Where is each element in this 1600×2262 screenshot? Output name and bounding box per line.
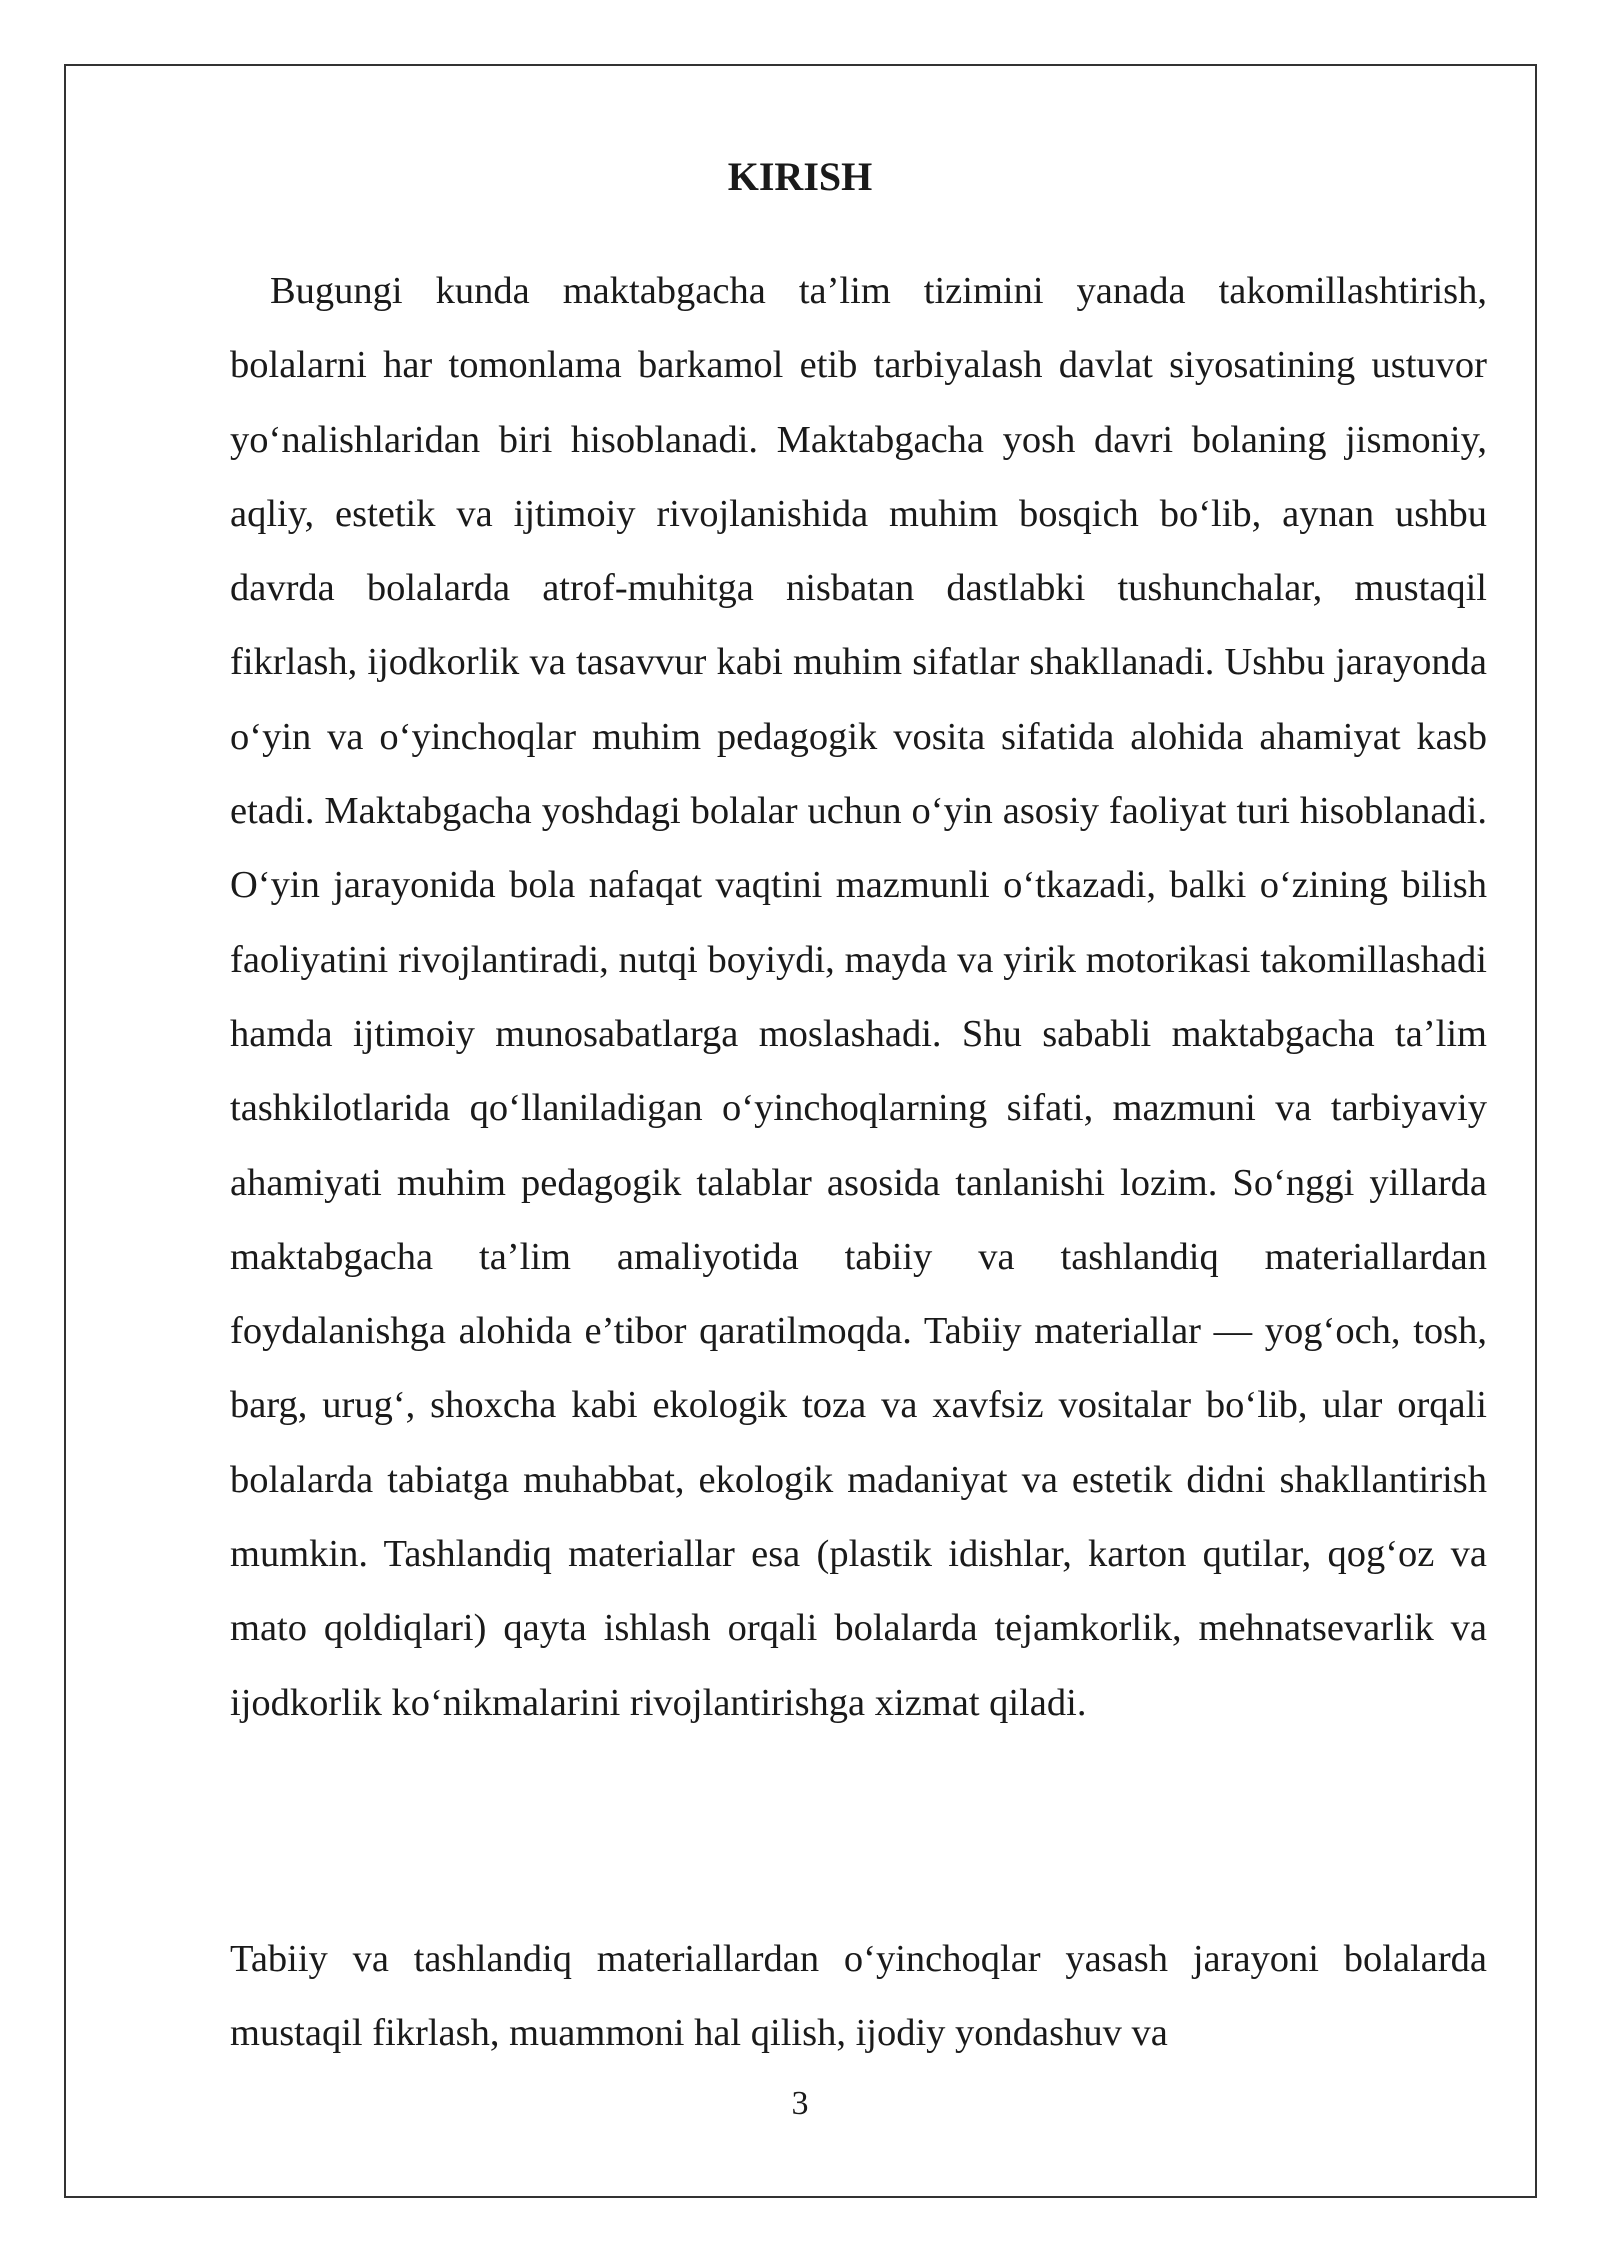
paragraph-continued: Tabiiy va tashlandiq materiallardan o‘yinchoqlar yasash jarayoni bolalarda mustaqil fikrlash, muammoni hal qilish, ijodiy yondashuv va: [230, 1938, 1487, 2055]
page-title: KIRISH: [727, 154, 873, 199]
page-number: 3: [791, 2085, 809, 2122]
paragraph-intro: Bugungi kunda maktabgacha ta’lim tizimini yanada takomillashtirish, bolalarni har tomonlama barkamol etib tarbiyalash davlat siyosatining ustuvor yo‘nalishlaridan biri hisoblanadi. Maktabgacha yosh davri bolaning jismoniy, aqliy, estetik va ijtimoiy rivojlanishida muhim bosqich bo‘lib, aynan ushbu davrda bolalarda atrof-muhitga nisbatan dastlabki tushunchalar, mustaqil fikrlash, ijodkorlik va tasavvur kabi muhim sifatlar shakllanadi. Ushbu jarayonda o‘yin va o‘yinchoqlar muhim pedagogik vosita sifatida alohida ahamiyat kasb etadi. Maktabgacha yoshdagi bolalar uchun o‘yin asosiy faoliyat turi hisoblanadi. O‘yin jarayonida bola nafaqat vaqtini mazmunli o‘tkazadi, balki o‘zining bilish faoliyatini rivojlantiradi, nutqi boyiydi, mayda va yirik motorikasi takomillashadi hamda ijtimoiy munosabatlarga moslashadi. Shu sababli maktabgacha ta’lim tashkilotlarida qo‘llaniladigan o‘yinchoqlarning sifati, mazmuni va tarbiyaviy ahamiyati muhim pedagogik talablar asosida tanlanishi lozim. So‘nggi yillarda maktabgacha ta’lim amaliyotida tabiiy va tashlandiq materiallardan foydalanishga alohida e’tibor qaratilmoqda. Tabiiy materiallar — yog‘och, tosh, barg, urug‘, shoxcha kabi ekologik toza va xavfsiz vositalar bo‘lib, ular orqali bolalarda tabiatga muhabbat, ekologik madaniyat va estetik didni shakllantirish mumkin. Tashlandiq materiallar esa (plastik idishlar, karton qutilar, qog‘oz va mato qoldiqlari) qayta ishlash orqali bolalarda tejamkorlik, mehnatsevarlik va ijodkorlik ko‘nikmalarini rivojlantirishga xizmat qiladi.: [230, 270, 1487, 1724]
